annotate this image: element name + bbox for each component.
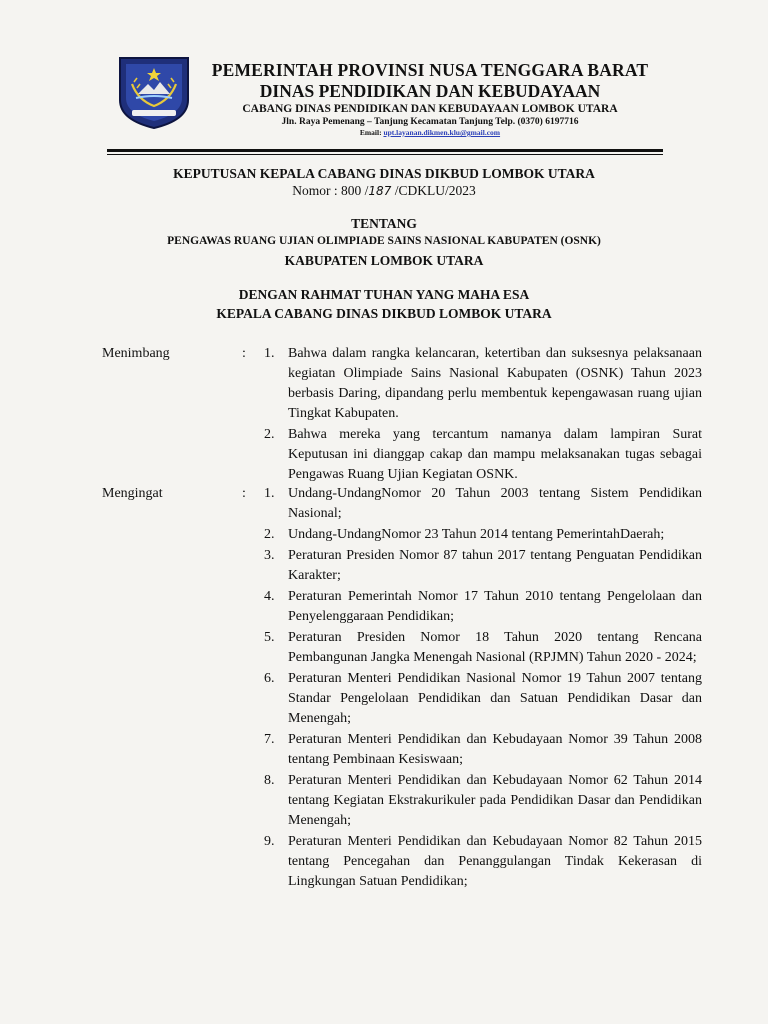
list-item	[260, 525, 702, 545]
letterhead-branch: CABANG DINAS PENDIDIKAN DAN KEBUDAYAAN LOMBOK UTARA	[242, 103, 618, 115]
mengingat-colon: :	[242, 486, 246, 501]
item-number: 4.	[264, 589, 275, 604]
list-item	[260, 628, 702, 668]
decree-issuer: KEPALA CABANG DINAS DIKBUD LOMBOK UTARA	[216, 306, 552, 321]
item-text: Bahwa dalam rangka kelancaran, ketertiban dan suksesnya pelaksanaan kegiatan Olimpiade Sains Nasional Kabupaten (OSNK) Tahun 2023 berbasis Daring, dipandang perlu membentuk kepengawasan ruang ujian Tingkat Kabupaten.	[288, 346, 702, 421]
list-item	[260, 546, 702, 586]
letterhead-divider-thin	[107, 154, 663, 155]
list-item	[260, 669, 702, 729]
email-label: Email:	[359, 128, 382, 137]
item-number: 5.	[264, 630, 275, 645]
item-text: Peraturan Presiden Nomor 87 tahun 2017 tentang Penguatan Pendidikan Karakter;	[288, 548, 702, 583]
decree-number-handwritten: 187	[368, 184, 392, 198]
mengingat-list	[260, 484, 702, 893]
menimbang-colon: :	[242, 346, 246, 361]
item-number: 3.	[264, 548, 275, 563]
menimbang-label: Menimbang	[102, 346, 170, 361]
decree-about: TENTANG	[351, 216, 417, 231]
ntb-province-emblem-icon	[114, 54, 194, 130]
letterhead-province: PEMERINTAH PROVINSI NUSA TENGGARA BARAT	[211, 60, 649, 80]
item-text: Peraturan Pemerintah Nomor 17 Tahun 2010 tentang Pengelolaan dan Penyelenggaraan Pendidikan;	[288, 589, 702, 624]
list-item	[260, 587, 702, 627]
letterhead-divider	[107, 149, 663, 152]
decree-region: KABUPATEN LOMBOK UTARA	[284, 253, 484, 268]
item-text: Peraturan Menteri Pendidikan Nasional Nomor 19 Tahun 2007 tentang Standar Pengelolaan Pendidikan dan Satuan Pendidikan Dasar dan Menengah;	[288, 671, 702, 726]
decree-number-prefix: Nomor : 800 /	[292, 183, 369, 198]
list-item	[260, 425, 702, 485]
item-number: 7.	[264, 732, 275, 747]
list-item	[260, 832, 702, 892]
item-text: Bahwa mereka yang tercantum namanya dalam lampiran Surat Keputusan ini dianggap cakap dan mampu melaksanakan tugas sebagai Pengawas Ruang Ujian Kegiatan OSNK.	[288, 427, 702, 482]
decree-number	[100, 183, 668, 199]
item-text: Peraturan Menteri Pendidikan dan Kebudayaan Nomor 39 Tahun 2008 tentang Pembinaan Kesiswaan;	[288, 732, 702, 767]
item-text: Undang-UndangNomor 20 Tahun 2003 tentang Sistem Pendidikan Nasional;	[288, 486, 702, 521]
decree-subject: PENGAWAS RUANG UJIAN OLIMPIADE SAINS NASIONAL KABUPATEN (OSNK)	[167, 235, 601, 247]
list-item	[260, 344, 702, 424]
item-number: 2.	[264, 527, 275, 542]
list-item	[260, 484, 702, 524]
email-link[interactable]: upt.layanan.dikmen.klu@gmail.com	[383, 128, 501, 137]
menimbang-list	[260, 344, 702, 486]
letterhead-agency: DINAS PENDIDIKAN DAN KEBUDAYAAN	[259, 81, 601, 101]
list-item	[260, 771, 702, 831]
item-text: Peraturan Menteri Pendidikan dan Kebudayaan Nomor 82 Tahun 2015 tentang Pencegahan dan Penanggulangan Tindak Kekerasan di Lingkungan Satuan Pendidikan;	[288, 834, 702, 889]
list-item	[260, 730, 702, 770]
item-number: 1.	[264, 346, 275, 361]
decree-title: KEPUTUSAN KEPALA CABANG DINAS DIKBUD LOMBOK UTARA	[173, 166, 595, 181]
letterhead-email-line	[200, 128, 660, 137]
item-number: 1.	[264, 486, 275, 501]
mengingat-label: Mengingat	[102, 486, 163, 501]
item-number: 8.	[264, 773, 275, 788]
letterhead-address: Jln. Raya Pemenang – Tanjung Kecamatan Tanjung Telp. (0370) 6197716	[281, 117, 579, 127]
decree-number-suffix: /CDKLU/2023	[391, 183, 476, 198]
item-number: 2.	[264, 427, 275, 442]
item-text: Peraturan Menteri Pendidikan dan Kebudayaan Nomor 62 Tahun 2014 tentang Kegiatan Ekstrakurikuler pada Pendidikan Dasar dan Pendidikan Menengah;	[288, 773, 702, 828]
item-text: Undang-UndangNomor 23 Tahun 2014 tentang PemerintahDaerah;	[288, 527, 665, 542]
item-number: 6.	[264, 671, 275, 686]
decree-blessing: DENGAN RAHMAT TUHAN YANG MAHA ESA	[238, 287, 530, 302]
item-text: Peraturan Presiden Nomor 18 Tahun 2020 tentang Rencana Pembangunan Jangka Menengah Nasional (RPJMN) Tahun 2020 - 2024;	[288, 630, 702, 665]
letterhead	[112, 50, 692, 146]
item-number: 9.	[264, 834, 275, 849]
